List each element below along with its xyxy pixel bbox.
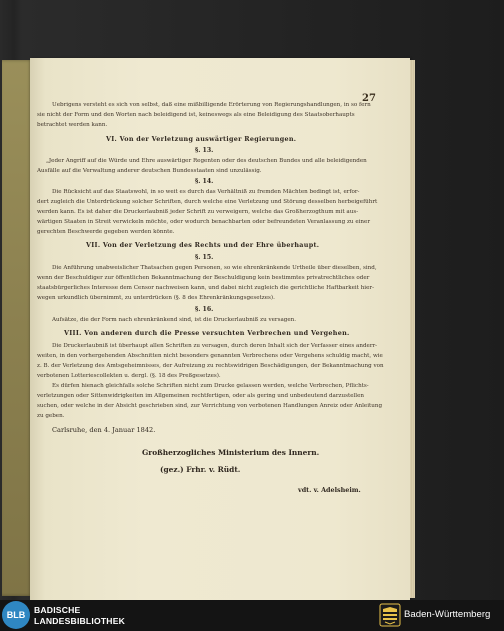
paragraph-label-14: §. 14. bbox=[195, 178, 214, 185]
p17-line: weiten, in den vorhergehenden Abschnitten nicht besonders genannten Verbrechens oder Vergehens schuldig macht, wie bbox=[37, 353, 383, 359]
page-stack-edge bbox=[410, 60, 415, 598]
p14-line: wärtigen Staaten in Streit verwickeln möchte, oder wodurch benachbarten oder befreundeten Veranlassung zu einer bbox=[37, 219, 371, 225]
p14-line: werden kann. Es ist daher die Druckerlaubniß jeder Schrift zu verweigern, welche das Großherzogthum mit aus- bbox=[37, 209, 359, 215]
section-heading-vi: VI. Von der Verletzung auswärtiger Regierungen. bbox=[106, 135, 297, 143]
page-number: 27 bbox=[362, 93, 376, 104]
paragraph-label-16: §. 16. bbox=[195, 306, 214, 313]
library-name-line2: LANDESBIBLIOTHEK bbox=[34, 616, 126, 626]
p17-line: Es dürfen hienach gleichfalls solche Schriften nicht zum Drucke gelassen werden, welche Verbrechen, Pflichts- bbox=[52, 383, 369, 389]
library-name-line1: BADISCHE bbox=[34, 605, 81, 615]
intro-line: betrachtet werden kann. bbox=[37, 122, 108, 128]
paragraph-label-13: §. 13. bbox=[195, 147, 214, 154]
p17-line: verbotenen Lotteriescollekten u. dergl. (§. 18 des Preßgesetzes). bbox=[37, 373, 221, 379]
signature: (gez.) Frhr. v. Rüdt. bbox=[160, 465, 241, 474]
p14-line: Die Rücksicht auf das Staatswohl, in so weit es durch das Verhältniß zu fremden Mächten bedingt ist, erfor- bbox=[52, 189, 360, 195]
countersignature: vdt. v. Adelsheim. bbox=[298, 486, 361, 494]
intro-line: Uebrigens versteht es sich von selbst, daß eine mißbilligende Erörterung von Regierungshandlungen, in so fern bbox=[52, 102, 371, 108]
library-name[interactable] bbox=[34, 605, 125, 627]
p15-line: staatsbürgerliches Interesse dem Censor nachweisen kann, und dabei nicht zugleich die gerichtliche Haftbarkeit hier- bbox=[37, 285, 374, 291]
blb-logo-icon[interactable]: BLB bbox=[2, 601, 30, 629]
section-heading-viii: VIII. Von anderen durch die Presse versuchten Verbrechen und Vergehen. bbox=[64, 329, 350, 337]
p17-line: zu geben. bbox=[37, 413, 65, 419]
p13-line: „Jeder Angriff auf die Würde und Ehre auswärtiger Regenten oder des deutschen Bundes und alle beleidigenden bbox=[46, 158, 367, 164]
p17-line: Die Druckerlaubniß ist überhaupt allen Schriften zu versagen, durch deren Inhalt sich der Verfasser eines anderr- bbox=[52, 343, 378, 349]
p17-line: z. B. der Verletzung des Amtsgeheimnisses, der Aufreizung zu rechtswidrigen Beschädigungen, der Bekanntmachung von bbox=[37, 363, 384, 369]
p17-line: suchen, oder welche in der Absicht geschrieben sind, zur Verrichtung von verbotenen Handlungen Anreiz oder Anleitung bbox=[37, 403, 383, 409]
intro-line: sie nicht der Form und den Worten nach beleidigend ist, keineswegs als eine Beleidigung des Staatsoberhaupts bbox=[37, 112, 355, 118]
p14-line: gerechten Beschwerde gegeben werden könnte. bbox=[37, 229, 175, 235]
baden-wuerttemberg-lion-icon[interactable] bbox=[379, 603, 401, 627]
state-name[interactable]: Baden-Württemberg bbox=[404, 609, 491, 620]
paragraph-label-15: §. 15. bbox=[195, 254, 214, 261]
section-heading-vii: VII. Von der Verletzung des Rechts und der Ehre überhaupt. bbox=[86, 241, 320, 249]
p17-line: verletzungen oder Sittenwidrigkeiten im Allgemeinen rechtfertigen, oder als gering und unbedeutend darzustellen bbox=[37, 393, 365, 399]
p15-line: wenn der Beschuldiger zur öffentlichen Bekanntmachung der Beschuldigung kein bestimmtes privatrechtliches oder bbox=[37, 275, 370, 281]
p14-line: dert zugleich die Unterdrückung solcher Schriften, durch welche eine Verletzung und Störung desselben herbeigeführt bbox=[37, 199, 378, 205]
p15-line: wegen urkundlich übernimmt, zu unterdrücken (§. 8 des Ehrenkränkungsgesetzes). bbox=[37, 295, 275, 301]
p15-line: Die Anführung unabweislicher Thatsachen gegen Personen, so wie ehrenkränkende Urtheile über dieselben, sind, bbox=[52, 265, 377, 271]
place-date: Carlsruhe, den 4. Januar 1842. bbox=[52, 426, 156, 434]
p16-line: Aufsätze, die der Form nach ehrenkränkend sind, ist die Druckerlaubniß zu versagen. bbox=[52, 317, 297, 323]
book-cover-edge bbox=[2, 60, 32, 596]
p13-line: Ausfälle auf die Verwaltung anderer deutschen Bundesstaaten sind unzulässig. bbox=[37, 168, 262, 174]
ministry-name: Großherzogliches Ministerium des Innern. bbox=[142, 448, 320, 457]
